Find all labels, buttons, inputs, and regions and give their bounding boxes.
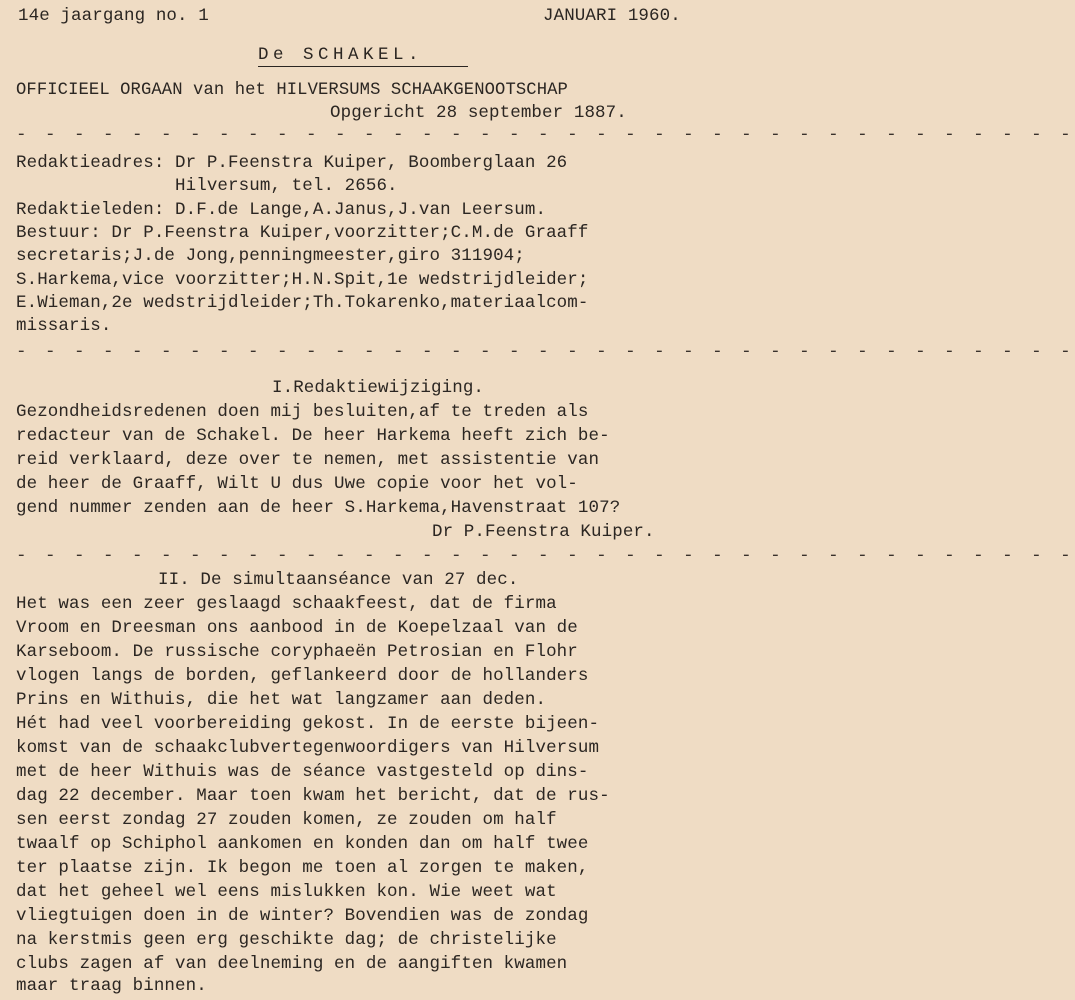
section-line: vliegtuigen doen in de winter? Bovendien was de zondag xyxy=(16,906,589,926)
section-line: komst van de schaakclubvertegenwoordigers van Hilversum xyxy=(16,738,600,758)
section-line: Karseboom. De russische coryphaeën Petrosian en Flohr xyxy=(16,642,578,662)
section-line: twaalf op Schiphol aankomen en konden dan om half twee xyxy=(16,834,589,854)
section-line: Hét had veel voorbereiding gekost. In de eerste bijeen- xyxy=(16,714,600,734)
separator-2: - - - - - - - - - - - - - - - - - - - - - - - - - - - - - - - - - - - - - xyxy=(16,342,1075,362)
section-line: maar traag binnen. xyxy=(16,976,207,996)
info-line: Redaktieadres: Dr P.Feenstra Kuiper, Boomberglaan 26 xyxy=(16,153,568,173)
section-heading: I.Redaktiewijziging. xyxy=(272,378,485,398)
info-line: Redaktieleden: D.F.de Lange,A.Janus,J.van Leersum. xyxy=(16,200,547,220)
section-line: dag 22 december. Maar toen kwam het bericht, dat de rus- xyxy=(16,786,610,806)
info-line: E.Wieman,2e wedstrijdleider;Th.Tokarenko,materiaalcom- xyxy=(16,293,589,313)
section-line: Gezondheidsredenen doen mij besluiten,af te treden als xyxy=(16,402,589,422)
section-line: vlogen langs de borden, geflankeerd door de hollanders xyxy=(16,666,589,686)
section-line: met de heer Withuis was de séance vastgesteld op dins- xyxy=(16,762,589,782)
info-line: S.Harkema,vice voorzitter;H.N.Spit,1e wedstrijdleider; xyxy=(16,270,589,290)
issue-date: JANUARI 1960. xyxy=(543,6,681,26)
founded-date: Opgericht 28 september 1887. xyxy=(330,103,627,123)
masthead-subtitle: OFFICIEEL ORGAAN van het HILVERSUMS SCHAAKGENOOTSCHAP xyxy=(16,81,568,100)
masthead-title: De SCHAKEL. xyxy=(258,45,424,65)
section-line: ter plaatse zijn. Ik begon me toen al zorgen te maken, xyxy=(16,858,589,878)
section-line: Vroom en Dreesman ons aanbood in de Koepelzaal van de xyxy=(16,618,578,638)
section-line: redacteur van de Schakel. De heer Harkema heeft zich be- xyxy=(16,426,610,446)
info-line: missaris. xyxy=(16,316,112,336)
section-line: de heer de Graaff, Wilt U dus Uwe copie voor het vol- xyxy=(16,474,578,494)
section-line: Prins en Withuis, die het wat langzamer aan deden. xyxy=(16,690,547,710)
section-line: gend nummer zenden aan de heer S.Harkema,Havenstraat 107? xyxy=(16,498,621,518)
info-line: Hilversum, tel. 2656. xyxy=(16,176,398,196)
section-line: reid verklaard, deze over te nemen, met assistentie van xyxy=(16,450,600,470)
issue-number: 14e jaargang no. 1 xyxy=(18,6,209,26)
info-line: secretaris;J.de Jong,penningmeester,giro 311904; xyxy=(16,246,525,266)
section-line: dat het geheel wel eens mislukken kon. Wie weet wat xyxy=(16,882,557,902)
separator-1: - - - - - - - - - - - - - - - - - - - - - - - - - - - - - - - - - - - - - xyxy=(16,125,1075,145)
signature: Dr P.Feenstra Kuiper. xyxy=(432,522,655,542)
info-line: Bestuur: Dr P.Feenstra Kuiper,voorzitter;C.M.de Graaff xyxy=(16,223,589,243)
section-heading: II. De simultaanséance van 27 dec. xyxy=(158,570,519,590)
section-line: sen eerst zondag 27 zouden komen, ze zouden om half xyxy=(16,810,557,830)
title-underline xyxy=(258,66,468,67)
section-line: Het was een zeer geslaagd schaakfeest, dat de firma xyxy=(16,594,557,614)
section-line: na kerstmis geen erg geschikte dag; de christelijke xyxy=(16,930,557,950)
separator-3: - - - - - - - - - - - - - - - - - - - - - - - - - - - - - - - - - - - - - xyxy=(16,546,1075,566)
section-line: clubs zagen af van deelneming en de aangiften kwamen xyxy=(16,954,568,974)
